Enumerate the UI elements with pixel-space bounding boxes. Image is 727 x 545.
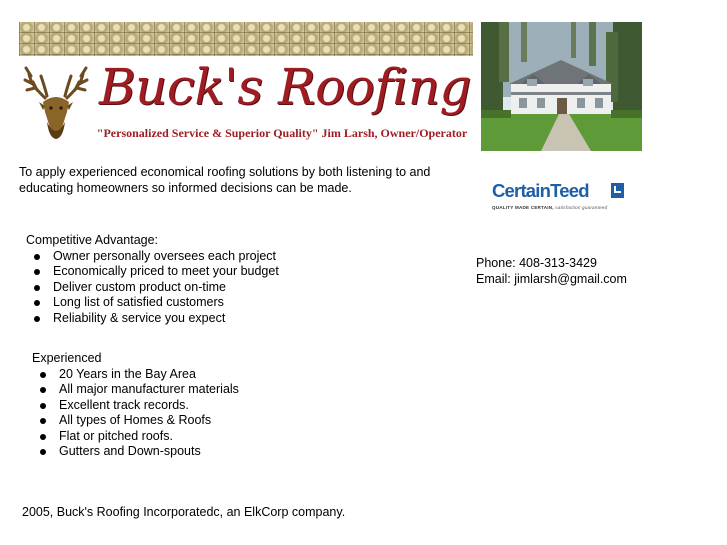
- list-item-text: Long list of satisfied customers: [53, 295, 224, 309]
- bullet-icon: [40, 449, 46, 455]
- bullet-icon: [40, 434, 46, 440]
- list-item: [26, 249, 279, 265]
- list-item-text: All types of Homes & Roofs: [59, 413, 212, 427]
- advantage-list: [26, 249, 279, 327]
- bullet-icon: [34, 300, 40, 306]
- house-photo: [481, 22, 642, 151]
- footer-copyright: 2005, Buck's Roofing Incorporatedc, an ElkCorp company.: [22, 505, 346, 519]
- bullet-icon: [40, 372, 46, 378]
- list-item: [26, 280, 279, 296]
- phone-text: Phone: 408-313-3429: [476, 256, 597, 270]
- list-item-text: Flat or pitched roofs.: [59, 428, 173, 443]
- list-item-text: 20 Years in the Bay Area: [59, 366, 196, 381]
- bullet-icon: [34, 285, 40, 291]
- contact-info: [476, 256, 627, 287]
- list-item-text: Excellent track records.: [59, 397, 189, 412]
- list-item: [26, 264, 279, 280]
- section-title: Competitive Advantage:: [26, 233, 159, 247]
- list-item: [32, 382, 239, 398]
- bullet-icon: [40, 418, 46, 424]
- experience-list: [32, 367, 239, 460]
- certainteed-wordmark: CertainTeed: [492, 180, 589, 201]
- list-item: [32, 429, 239, 445]
- tagline: "Personalized Service & Superior Quality" Jim Larsh, Owner/Operator: [96, 126, 468, 140]
- list-item: [26, 295, 279, 311]
- list-item-text: Gutters and Down-spouts: [59, 444, 201, 458]
- email-link[interactable]: Email: jimlarsh@gmail.com: [476, 271, 627, 286]
- list-item: [26, 311, 279, 327]
- list-item-text: Reliability & service you expect: [53, 310, 226, 325]
- section-title: Experienced: [32, 351, 102, 365]
- header-banner: [19, 22, 473, 146]
- bullet-icon: [40, 387, 46, 393]
- roof-tile-strip: [19, 22, 473, 56]
- certainteed-slogan: [492, 205, 632, 210]
- brand-name: Buck's Roofing: [98, 58, 472, 116]
- list-item-text: All major manufacturer materials: [59, 382, 239, 396]
- list-item: [32, 444, 239, 460]
- certainteed-slogan-italic: satisfaction guaranteed: [555, 205, 608, 210]
- experience-section: [32, 351, 239, 460]
- certainteed-logo[interactable]: [492, 180, 632, 214]
- list-item-text: Economically priced to meet your budget: [53, 264, 279, 278]
- competitive-advantage-section: [26, 233, 279, 326]
- mission-statement: To apply experienced economical roofing solutions by both listening to and educating homeowners so informed decisions can be made.: [19, 165, 431, 195]
- deer-head-icon: [23, 60, 89, 140]
- list-item: [32, 367, 239, 383]
- list-item-text: Deliver custom product on-time: [53, 279, 226, 294]
- bullet-icon: [40, 403, 46, 409]
- list-item-text: Owner personally oversees each project: [53, 248, 277, 263]
- certainteed-slogan-bold: QUALITY MADE CERTAIN,: [492, 205, 554, 210]
- list-item: [32, 398, 239, 414]
- certainteed-mark-icon: [611, 183, 624, 198]
- bullet-icon: [34, 269, 40, 275]
- bullet-icon: [34, 254, 40, 260]
- bullet-icon: [34, 316, 40, 322]
- list-item: [32, 413, 239, 429]
